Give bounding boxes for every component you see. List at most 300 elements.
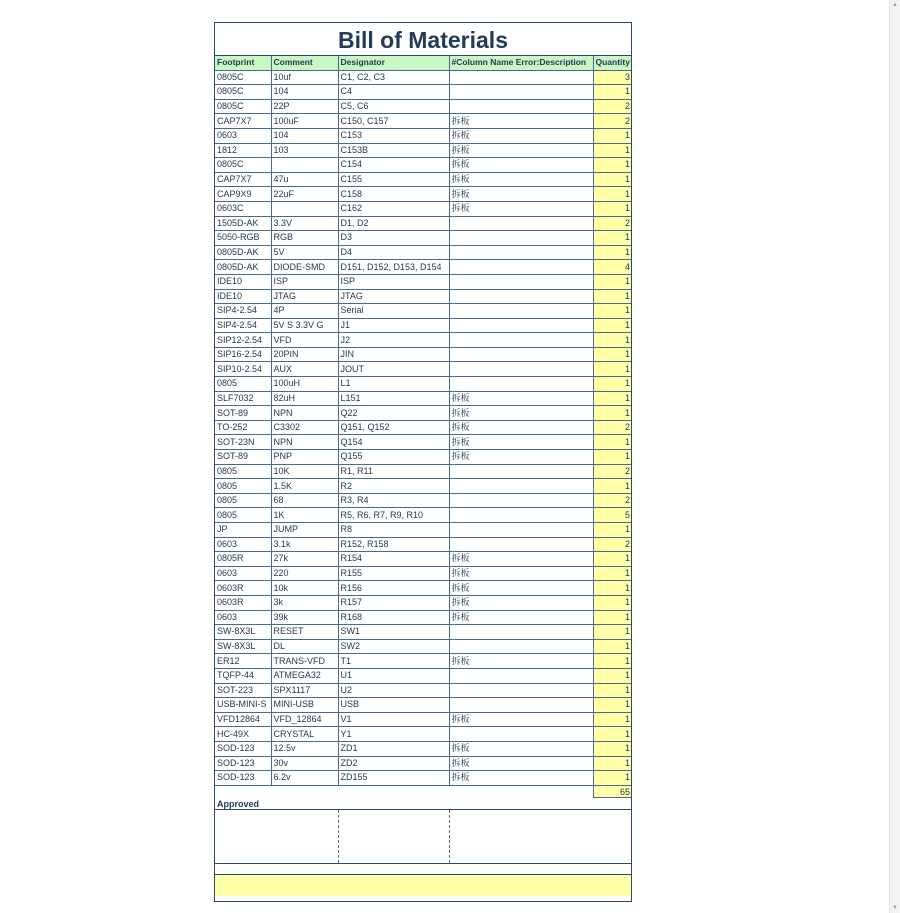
cell-comment: NPN bbox=[271, 406, 338, 421]
cell-quantity: 1 bbox=[593, 377, 631, 392]
bom-sheet bbox=[214, 22, 632, 902]
cell-designator: ZD1 bbox=[338, 741, 449, 756]
cell-comment: 100uH bbox=[271, 377, 338, 392]
cell-description bbox=[449, 260, 593, 275]
cell-quantity: 1 bbox=[593, 362, 631, 377]
cell-designator: JTAG bbox=[338, 289, 449, 304]
cell-footprint: 0805C bbox=[215, 99, 271, 114]
cell-quantity: 2 bbox=[593, 114, 631, 129]
cell-comment: 100uF bbox=[271, 114, 338, 129]
cell-quantity: 2 bbox=[593, 216, 631, 231]
cell-footprint: CAP7X7 bbox=[215, 172, 271, 187]
cell-quantity: 1 bbox=[593, 450, 631, 465]
cell-designator: R152, R158 bbox=[338, 537, 449, 552]
cell-footprint: USB-MINI-S bbox=[215, 698, 271, 713]
cell-comment: 104 bbox=[271, 128, 338, 143]
cell-designator: D3 bbox=[338, 231, 449, 246]
cell-footprint: TO-252 bbox=[215, 420, 271, 435]
cell-footprint: 0805 bbox=[215, 479, 271, 494]
cell-footprint: SIP12-2.54 bbox=[215, 333, 271, 348]
cell-footprint: TQFP-44 bbox=[215, 668, 271, 683]
cell-quantity: 1 bbox=[593, 552, 631, 567]
table-row bbox=[215, 143, 631, 158]
cell-quantity: 1 bbox=[593, 639, 631, 654]
cell-comment: TRANS-VFD bbox=[271, 654, 338, 669]
cell-description bbox=[449, 537, 593, 552]
cell-footprint: SOD-123 bbox=[215, 756, 271, 771]
cell-description bbox=[449, 668, 593, 683]
cell-description bbox=[449, 625, 593, 640]
table-row bbox=[215, 508, 631, 523]
approved-label: Approved bbox=[215, 799, 631, 810]
cell-footprint: 0805 bbox=[215, 508, 271, 523]
cell-designator: USB bbox=[338, 698, 449, 713]
table-row bbox=[215, 347, 631, 362]
cell-designator: C1, C2, C3 bbox=[338, 70, 449, 85]
cell-description: 拆板 bbox=[449, 406, 593, 421]
cell-comment: JTAG bbox=[271, 289, 338, 304]
footer-band bbox=[215, 875, 631, 896]
cell-designator: ZD2 bbox=[338, 756, 449, 771]
cell-designator: J2 bbox=[338, 333, 449, 348]
cell-designator: D4 bbox=[338, 245, 449, 260]
cell-footprint: SOT-89 bbox=[215, 450, 271, 465]
document-title: Bill of Materials bbox=[215, 23, 631, 56]
table-row bbox=[215, 318, 631, 333]
cell-quantity: 1 bbox=[593, 231, 631, 246]
table-row bbox=[215, 479, 631, 494]
cell-comment: DIODE-SMD bbox=[271, 260, 338, 275]
signature-divider bbox=[338, 810, 339, 863]
table-row bbox=[215, 537, 631, 552]
cell-designator: C155 bbox=[338, 172, 449, 187]
cell-quantity: 1 bbox=[593, 304, 631, 319]
table-row bbox=[215, 523, 631, 538]
cell-quantity: 1 bbox=[593, 128, 631, 143]
cell-description: 拆板 bbox=[449, 128, 593, 143]
cell-comment: PNP bbox=[271, 450, 338, 465]
cell-description bbox=[449, 479, 593, 494]
cell-designator: R155 bbox=[338, 566, 449, 581]
cell-footprint: 5050-RGB bbox=[215, 231, 271, 246]
cell-designator: C153B bbox=[338, 143, 449, 158]
table-row bbox=[215, 70, 631, 85]
cell-comment: SPX1117 bbox=[271, 683, 338, 698]
cell-description bbox=[449, 289, 593, 304]
cell-footprint: 0603R bbox=[215, 581, 271, 596]
cell-footprint: SOT-89 bbox=[215, 406, 271, 421]
cell-designator: Q155 bbox=[338, 450, 449, 465]
cell-footprint: SIP10-2.54 bbox=[215, 362, 271, 377]
cell-quantity: 1 bbox=[593, 347, 631, 362]
cell-description: 拆板 bbox=[449, 435, 593, 450]
cell-quantity: 1 bbox=[593, 172, 631, 187]
cell-designator: R8 bbox=[338, 523, 449, 538]
cell-designator: Serial bbox=[338, 304, 449, 319]
cell-footprint: 1812 bbox=[215, 143, 271, 158]
table-row bbox=[215, 639, 631, 654]
table-row bbox=[215, 464, 631, 479]
table-row bbox=[215, 187, 631, 202]
cell-designator: T1 bbox=[338, 654, 449, 669]
cell-description: 拆板 bbox=[449, 771, 593, 786]
cell-footprint: CAP9X9 bbox=[215, 187, 271, 202]
cell-designator: L151 bbox=[338, 391, 449, 406]
cell-quantity: 1 bbox=[593, 85, 631, 100]
cell-quantity: 1 bbox=[593, 625, 631, 640]
cell-comment: 5V bbox=[271, 245, 338, 260]
table-row bbox=[215, 450, 631, 465]
cell-quantity: 1 bbox=[593, 712, 631, 727]
spacer-row bbox=[215, 864, 631, 875]
table-row bbox=[215, 260, 631, 275]
cell-designator: C154 bbox=[338, 158, 449, 173]
cell-comment: ISP bbox=[271, 274, 338, 289]
cell-description: 拆板 bbox=[449, 391, 593, 406]
cell-description bbox=[449, 245, 593, 260]
cell-description bbox=[449, 333, 593, 348]
cell-designator: D1, D2 bbox=[338, 216, 449, 231]
cell-comment: 68 bbox=[271, 493, 338, 508]
cell-footprint: SIP4-2.54 bbox=[215, 304, 271, 319]
table-row bbox=[215, 172, 631, 187]
cell-quantity: 2 bbox=[593, 537, 631, 552]
table-row bbox=[215, 391, 631, 406]
cell-footprint: 0805 bbox=[215, 377, 271, 392]
cell-description bbox=[449, 347, 593, 362]
cell-description: 拆板 bbox=[449, 201, 593, 216]
cell-footprint: SIP16-2.54 bbox=[215, 347, 271, 362]
scroll-down-arrow-icon[interactable]: ▼ bbox=[892, 905, 898, 911]
cell-footprint: SOT-223 bbox=[215, 683, 271, 698]
cell-designator: Q154 bbox=[338, 435, 449, 450]
cell-designator: R154 bbox=[338, 552, 449, 567]
cell-footprint: 0805D-AK bbox=[215, 260, 271, 275]
cell-footprint: HC-49X bbox=[215, 727, 271, 742]
table-row bbox=[215, 595, 631, 610]
signature-area bbox=[215, 810, 631, 864]
cell-comment: 12.5v bbox=[271, 741, 338, 756]
cell-description bbox=[449, 508, 593, 523]
cell-description: 拆板 bbox=[449, 450, 593, 465]
cell-description bbox=[449, 683, 593, 698]
cell-footprint: 0805D-AK bbox=[215, 245, 271, 260]
cell-comment: 4P bbox=[271, 304, 338, 319]
cell-footprint: 0603 bbox=[215, 537, 271, 552]
cell-comment: AUX bbox=[271, 362, 338, 377]
cell-description: 拆板 bbox=[449, 581, 593, 596]
table-row bbox=[215, 771, 631, 786]
cell-comment: 30v bbox=[271, 756, 338, 771]
column-header-footprint: Footprint bbox=[215, 56, 271, 70]
cell-designator: L1 bbox=[338, 377, 449, 392]
cell-description bbox=[449, 523, 593, 538]
table-row bbox=[215, 304, 631, 319]
cell-footprint: 0805C bbox=[215, 85, 271, 100]
table-row bbox=[215, 756, 631, 771]
cell-comment: 27k bbox=[271, 552, 338, 567]
cell-description: 拆板 bbox=[449, 420, 593, 435]
cell-description: 拆板 bbox=[449, 566, 593, 581]
total-row bbox=[215, 786, 631, 799]
cell-footprint: SIP4-2.54 bbox=[215, 318, 271, 333]
table-row bbox=[215, 552, 631, 567]
cell-designator: J1 bbox=[338, 318, 449, 333]
cell-description: 拆板 bbox=[449, 741, 593, 756]
table-row bbox=[215, 420, 631, 435]
cell-description: 拆板 bbox=[449, 172, 593, 187]
cell-designator: R168 bbox=[338, 610, 449, 625]
cell-footprint: SOD-123 bbox=[215, 771, 271, 786]
cell-description bbox=[449, 639, 593, 654]
cell-description bbox=[449, 99, 593, 114]
cell-comment: 82uH bbox=[271, 391, 338, 406]
table-row bbox=[215, 377, 631, 392]
cell-footprint: CAP7X7 bbox=[215, 114, 271, 129]
cell-designator: SW1 bbox=[338, 625, 449, 640]
cell-footprint: 0603 bbox=[215, 128, 271, 143]
cell-description: 拆板 bbox=[449, 552, 593, 567]
cell-quantity: 4 bbox=[593, 260, 631, 275]
cell-comment: 22uF bbox=[271, 187, 338, 202]
cell-footprint: ER12 bbox=[215, 654, 271, 669]
cell-footprint: JP bbox=[215, 523, 271, 538]
cell-footprint: IDE10 bbox=[215, 274, 271, 289]
table-row bbox=[215, 712, 631, 727]
cell-comment: RGB bbox=[271, 231, 338, 246]
cell-designator: R5, R6, R7, R9, R10 bbox=[338, 508, 449, 523]
cell-footprint: 0805 bbox=[215, 493, 271, 508]
cell-quantity: 1 bbox=[593, 741, 631, 756]
cell-quantity: 1 bbox=[593, 566, 631, 581]
cell-quantity: 1 bbox=[593, 391, 631, 406]
cell-quantity: 1 bbox=[593, 201, 631, 216]
cell-quantity: 1 bbox=[593, 698, 631, 713]
header-row bbox=[215, 56, 631, 70]
cell-comment: 3k bbox=[271, 595, 338, 610]
cell-description bbox=[449, 464, 593, 479]
cell-quantity: 2 bbox=[593, 99, 631, 114]
cell-footprint: 1505D-AK bbox=[215, 216, 271, 231]
cell-description: 拆板 bbox=[449, 756, 593, 771]
vertical-scrollbar[interactable] bbox=[889, 0, 900, 913]
cell-comment: C3302 bbox=[271, 420, 338, 435]
cell-footprint: SOT-23N bbox=[215, 435, 271, 450]
bom-table bbox=[215, 56, 631, 786]
cell-designator: R156 bbox=[338, 581, 449, 596]
cell-designator: U1 bbox=[338, 668, 449, 683]
column-header-quantity: Quantity bbox=[593, 56, 631, 70]
cell-description bbox=[449, 727, 593, 742]
cell-comment: 3.1k bbox=[271, 537, 338, 552]
cell-designator: R3, R4 bbox=[338, 493, 449, 508]
cell-description bbox=[449, 216, 593, 231]
cell-designator: C162 bbox=[338, 201, 449, 216]
cell-quantity: 1 bbox=[593, 158, 631, 173]
cell-comment: 6.2v bbox=[271, 771, 338, 786]
cell-footprint: SW-8X3L bbox=[215, 625, 271, 640]
cell-description bbox=[449, 304, 593, 319]
cell-comment: ATMEGA32 bbox=[271, 668, 338, 683]
cell-footprint: SOD-123 bbox=[215, 741, 271, 756]
cell-designator: ISP bbox=[338, 274, 449, 289]
cell-comment: 47u bbox=[271, 172, 338, 187]
cell-quantity: 1 bbox=[593, 727, 631, 742]
scroll-up-arrow-icon[interactable]: ▲ bbox=[892, 2, 898, 8]
cell-footprint: 0805R bbox=[215, 552, 271, 567]
cell-quantity: 1 bbox=[593, 595, 631, 610]
cell-description bbox=[449, 274, 593, 289]
table-row bbox=[215, 362, 631, 377]
table-row bbox=[215, 406, 631, 421]
cell-quantity: 1 bbox=[593, 289, 631, 304]
table-row bbox=[215, 668, 631, 683]
cell-quantity: 1 bbox=[593, 581, 631, 596]
cell-comment bbox=[271, 201, 338, 216]
cell-comment: CRYSTAL bbox=[271, 727, 338, 742]
cell-designator: R2 bbox=[338, 479, 449, 494]
cell-designator: Q22 bbox=[338, 406, 449, 421]
cell-comment: RESET bbox=[271, 625, 338, 640]
cell-designator: JIN bbox=[338, 347, 449, 362]
cell-comment: 22P bbox=[271, 99, 338, 114]
table-row bbox=[215, 566, 631, 581]
cell-footprint: 0603R bbox=[215, 595, 271, 610]
cell-footprint: VFD12864 bbox=[215, 712, 271, 727]
cell-quantity: 2 bbox=[593, 493, 631, 508]
signature-divider bbox=[449, 810, 450, 863]
cell-designator: R1, R11 bbox=[338, 464, 449, 479]
column-header-description: #Column Name Error:Description bbox=[449, 56, 593, 70]
table-row bbox=[215, 158, 631, 173]
cell-comment: 1K bbox=[271, 508, 338, 523]
cell-footprint: 0603C bbox=[215, 201, 271, 216]
cell-comment: JUMP bbox=[271, 523, 338, 538]
cell-comment: 1.5K bbox=[271, 479, 338, 494]
cell-quantity: 1 bbox=[593, 523, 631, 538]
cell-designator: SW2 bbox=[338, 639, 449, 654]
table-row bbox=[215, 493, 631, 508]
cell-description: 拆板 bbox=[449, 187, 593, 202]
cell-footprint: 0805C bbox=[215, 158, 271, 173]
table-row bbox=[215, 625, 631, 640]
table-row bbox=[215, 683, 631, 698]
cell-comment: 104 bbox=[271, 85, 338, 100]
cell-footprint: 0603 bbox=[215, 566, 271, 581]
cell-footprint: 0805C bbox=[215, 70, 271, 85]
cell-quantity: 1 bbox=[593, 274, 631, 289]
cell-quantity: 1 bbox=[593, 406, 631, 421]
cell-quantity: 2 bbox=[593, 464, 631, 479]
cell-quantity: 1 bbox=[593, 756, 631, 771]
cell-designator: C4 bbox=[338, 85, 449, 100]
cell-description bbox=[449, 493, 593, 508]
cell-quantity: 1 bbox=[593, 771, 631, 786]
cell-comment: NPN bbox=[271, 435, 338, 450]
cell-quantity: 3 bbox=[593, 70, 631, 85]
cell-comment: 3.3V bbox=[271, 216, 338, 231]
table-row bbox=[215, 741, 631, 756]
cell-designator: ZD155 bbox=[338, 771, 449, 786]
table-row bbox=[215, 85, 631, 100]
cell-quantity: 1 bbox=[593, 610, 631, 625]
cell-comment: VFD bbox=[271, 333, 338, 348]
table-row bbox=[215, 333, 631, 348]
table-row bbox=[215, 216, 631, 231]
cell-designator: JOUT bbox=[338, 362, 449, 377]
cell-designator: U2 bbox=[338, 683, 449, 698]
cell-designator: Y1 bbox=[338, 727, 449, 742]
cell-footprint: 0805 bbox=[215, 464, 271, 479]
cell-comment: 103 bbox=[271, 143, 338, 158]
cell-description: 拆板 bbox=[449, 595, 593, 610]
cell-quantity: 1 bbox=[593, 668, 631, 683]
cell-comment: 220 bbox=[271, 566, 338, 581]
cell-quantity: 1 bbox=[593, 318, 631, 333]
cell-comment: 5V S 3.3V G bbox=[271, 318, 338, 333]
table-row bbox=[215, 99, 631, 114]
cell-designator: C5, C6 bbox=[338, 99, 449, 114]
cell-description bbox=[449, 377, 593, 392]
cell-description bbox=[449, 231, 593, 246]
cell-designator: C150, C157 bbox=[338, 114, 449, 129]
cell-description: 拆板 bbox=[449, 114, 593, 129]
table-row bbox=[215, 289, 631, 304]
cell-comment: VFD_12864 bbox=[271, 712, 338, 727]
cell-description: 拆板 bbox=[449, 712, 593, 727]
table-row bbox=[215, 698, 631, 713]
column-header-designator: Designator bbox=[338, 56, 449, 70]
cell-footprint: SLF7032 bbox=[215, 391, 271, 406]
table-row bbox=[215, 114, 631, 129]
column-header-comment: Comment bbox=[271, 56, 338, 70]
table-row bbox=[215, 435, 631, 450]
cell-comment bbox=[271, 158, 338, 173]
cell-quantity: 1 bbox=[593, 654, 631, 669]
cell-description bbox=[449, 70, 593, 85]
cell-quantity: 1 bbox=[593, 245, 631, 260]
cell-comment: 10uf bbox=[271, 70, 338, 85]
cell-description bbox=[449, 362, 593, 377]
cell-comment: DL bbox=[271, 639, 338, 654]
cell-designator: Q151, Q152 bbox=[338, 420, 449, 435]
cell-description bbox=[449, 318, 593, 333]
cell-designator: R157 bbox=[338, 595, 449, 610]
cell-quantity: 1 bbox=[593, 143, 631, 158]
cell-quantity: 5 bbox=[593, 508, 631, 523]
cell-designator: D151, D152, D153, D154 bbox=[338, 260, 449, 275]
cell-description: 拆板 bbox=[449, 610, 593, 625]
table-row bbox=[215, 654, 631, 669]
cell-description bbox=[449, 85, 593, 100]
cell-description: 拆板 bbox=[449, 143, 593, 158]
cell-comment: 20PIN bbox=[271, 347, 338, 362]
table-row bbox=[215, 727, 631, 742]
cell-quantity: 2 bbox=[593, 420, 631, 435]
cell-comment: MINI-USB bbox=[271, 698, 338, 713]
cell-description: 拆板 bbox=[449, 654, 593, 669]
cell-quantity: 1 bbox=[593, 333, 631, 348]
cell-comment: 39k bbox=[271, 610, 338, 625]
table-row bbox=[215, 231, 631, 246]
cell-quantity: 1 bbox=[593, 683, 631, 698]
cell-description bbox=[449, 698, 593, 713]
cell-comment: 10k bbox=[271, 581, 338, 596]
cell-quantity: 1 bbox=[593, 435, 631, 450]
cell-quantity: 1 bbox=[593, 187, 631, 202]
cell-designator: C153 bbox=[338, 128, 449, 143]
cell-description: 拆板 bbox=[449, 158, 593, 173]
